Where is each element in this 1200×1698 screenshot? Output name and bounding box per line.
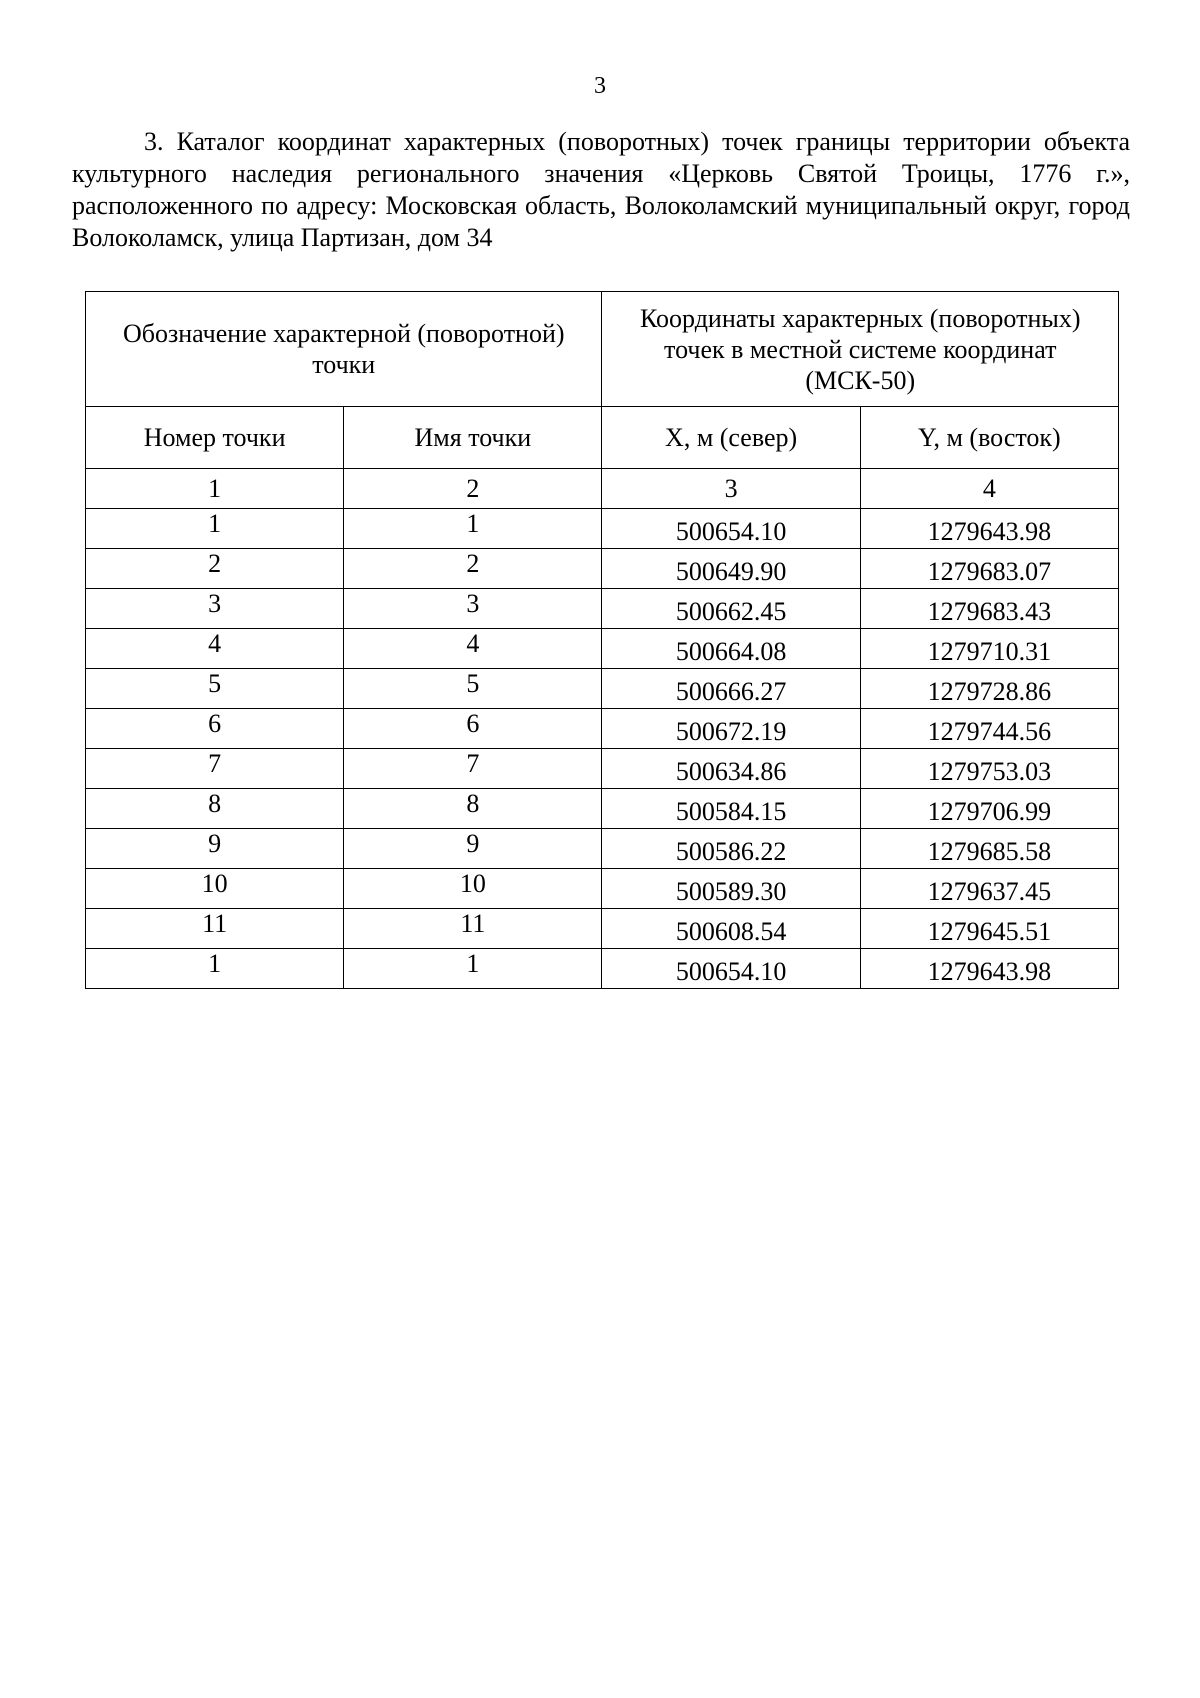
point-name-cell: 6 bbox=[344, 709, 602, 749]
point-name-cell: 5 bbox=[344, 669, 602, 709]
point-number-cell: 9 bbox=[86, 829, 344, 869]
x-coordinate-cell: 500664.08 bbox=[602, 629, 860, 669]
y-coordinate-cell: 1279710.31 bbox=[860, 629, 1118, 669]
table-row bbox=[86, 709, 1119, 749]
x-coordinate-cell: 500654.10 bbox=[602, 509, 860, 549]
y-coordinate-cell: 1279744.56 bbox=[860, 709, 1118, 749]
point-number-cell: 7 bbox=[86, 749, 344, 789]
column-header-point-number: Номер точки bbox=[86, 407, 344, 469]
column-header-y: Y, м (восток) bbox=[860, 407, 1118, 469]
point-number-cell: 2 bbox=[86, 549, 344, 589]
y-coordinate-cell: 1279685.58 bbox=[860, 829, 1118, 869]
x-coordinate-cell: 500649.90 bbox=[602, 549, 860, 589]
point-name-cell: 3 bbox=[344, 589, 602, 629]
column-number-1: 1 bbox=[86, 469, 344, 509]
table-row bbox=[86, 509, 1119, 549]
point-number-cell: 10 bbox=[86, 869, 344, 909]
point-name-cell: 11 bbox=[344, 909, 602, 949]
column-number-4: 4 bbox=[860, 469, 1118, 509]
table-column-number-row bbox=[86, 469, 1119, 509]
point-number-cell: 5 bbox=[86, 669, 344, 709]
table-row bbox=[86, 549, 1119, 589]
column-header-x: X, м (север) bbox=[602, 407, 860, 469]
page-number: 3 bbox=[594, 73, 606, 99]
table-row bbox=[86, 629, 1119, 669]
point-name-cell: 7 bbox=[344, 749, 602, 789]
x-coordinate-cell: 500584.15 bbox=[602, 789, 860, 829]
section-heading: 3. Каталог координат характерных (поворотных) точек границы территории объекта культурного наследия регионального значения «Церковь Святой Троицы, 1776 г.», расположенного по адресу: Московская область, Волоколамский муниципальный округ, город Волоколамск, улица Партизан, дом 34 bbox=[72, 127, 1130, 252]
table-row bbox=[86, 869, 1119, 909]
table-row bbox=[86, 669, 1119, 709]
point-name-cell: 1 bbox=[344, 949, 602, 989]
point-number-cell: 6 bbox=[86, 709, 344, 749]
coordinates-table bbox=[85, 291, 1119, 989]
x-coordinate-cell: 500634.86 bbox=[602, 749, 860, 789]
point-name-cell: 9 bbox=[344, 829, 602, 869]
y-coordinate-cell: 1279645.51 bbox=[860, 909, 1118, 949]
table-row bbox=[86, 749, 1119, 789]
y-coordinate-cell: 1279683.07 bbox=[860, 549, 1118, 589]
column-number-3: 3 bbox=[602, 469, 860, 509]
x-coordinate-cell: 500654.10 bbox=[602, 949, 860, 989]
table-column-header-row bbox=[86, 407, 1119, 469]
point-number-cell: 8 bbox=[86, 789, 344, 829]
coordinates-group-header: Координаты характерных (поворотных) точек в местной системе координат (МСК-50) bbox=[602, 292, 1119, 407]
x-coordinate-cell: 500589.30 bbox=[602, 869, 860, 909]
y-coordinate-cell: 1279683.43 bbox=[860, 589, 1118, 629]
table-row bbox=[86, 949, 1119, 989]
x-coordinate-cell: 500666.27 bbox=[602, 669, 860, 709]
column-number-2: 2 bbox=[344, 469, 602, 509]
point-name-cell: 4 bbox=[344, 629, 602, 669]
table-row bbox=[86, 829, 1119, 869]
y-coordinate-cell: 1279706.99 bbox=[860, 789, 1118, 829]
table-group-header-row bbox=[86, 292, 1119, 407]
table-row bbox=[86, 589, 1119, 629]
point-number-cell: 1 bbox=[86, 949, 344, 989]
y-coordinate-cell: 1279728.86 bbox=[860, 669, 1118, 709]
x-coordinate-cell: 500672.19 bbox=[602, 709, 860, 749]
y-coordinate-cell: 1279643.98 bbox=[860, 509, 1118, 549]
point-number-cell: 11 bbox=[86, 909, 344, 949]
point-number-cell: 4 bbox=[86, 629, 344, 669]
y-coordinate-cell: 1279637.45 bbox=[860, 869, 1118, 909]
column-header-point-name: Имя точки bbox=[344, 407, 602, 469]
x-coordinate-cell: 500608.54 bbox=[602, 909, 860, 949]
table-row bbox=[86, 789, 1119, 829]
point-number-cell: 3 bbox=[86, 589, 344, 629]
y-coordinate-cell: 1279753.03 bbox=[860, 749, 1118, 789]
x-coordinate-cell: 500662.45 bbox=[602, 589, 860, 629]
table-row bbox=[86, 909, 1119, 949]
y-coordinate-cell: 1279643.98 bbox=[860, 949, 1118, 989]
point-name-cell: 8 bbox=[344, 789, 602, 829]
point-name-cell: 10 bbox=[344, 869, 602, 909]
point-name-cell: 1 bbox=[344, 509, 602, 549]
point-number-cell: 1 bbox=[86, 509, 344, 549]
x-coordinate-cell: 500586.22 bbox=[602, 829, 860, 869]
point-name-cell: 2 bbox=[344, 549, 602, 589]
designation-group-header: Обозначение характерной (поворотной) точки bbox=[86, 292, 602, 407]
